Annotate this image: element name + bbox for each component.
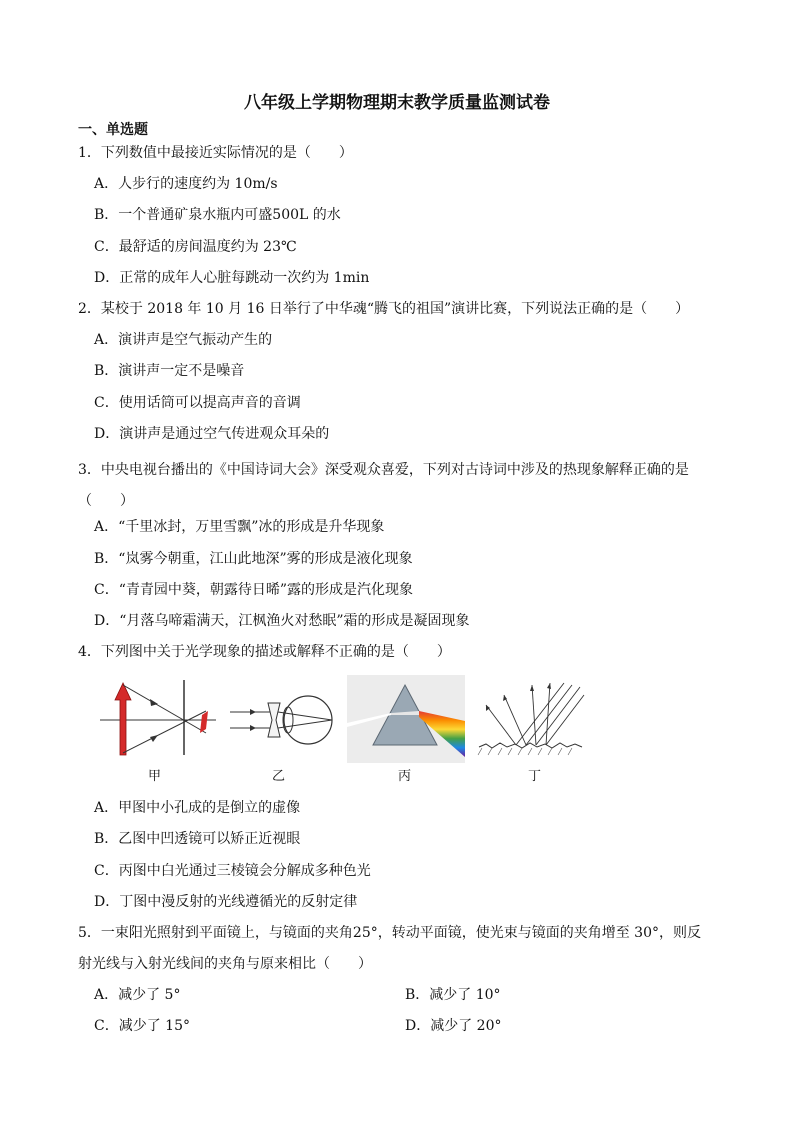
question-3-option-a: A．“千里冰封，万里雪飘”冰的形成是升华现象 (94, 519, 385, 535)
figure-label-bing: 丙 (398, 769, 412, 784)
figure-pinhole (98, 675, 218, 765)
question-5-option-d: D．减少了 20° (405, 1018, 502, 1034)
question-4-stem: 4．下列图中关于光学现象的描述或解释不正确的是（ ） (78, 644, 451, 660)
section-heading: 一、单选题 (78, 122, 148, 138)
question-2-option-d: D．演讲声是通过空气传进观众耳朵的 (94, 426, 330, 442)
question-4-option-b: B．乙图中凹透镜可以矫正近视眼 (94, 831, 301, 847)
question-2-option-a: A．演讲声是空气振动产生的 (94, 332, 273, 348)
question-5-option-b: B．减少了 10° (405, 987, 501, 1003)
question-1-option-c: C．最舒适的房间温度约为 23℃ (94, 239, 297, 255)
question-3-option-b: B．“岚雾今朝重，江山此地深”雾的形成是液化现象 (94, 551, 413, 567)
question-3-option-c: C．“青青园中葵，朝露待日晞”露的形成是汽化现象 (94, 582, 414, 598)
figure-eye-lens (228, 675, 340, 765)
question-5-option-a: A．减少了 5° (94, 987, 181, 1003)
question-4-option-d: D．丁图中漫反射的光线遵循光的反射定律 (94, 894, 358, 910)
question-5-stem-line2: 射光线与入射光线间的夹角与原来相比（ ） (78, 956, 372, 972)
question-3-stem: 3．中央电视台播出的《中国诗词大会》深受观众喜爱，下列对古诗词中涉及的热现象解释正确的是（ ） (78, 462, 689, 509)
figure-label-yi: 乙 (272, 769, 286, 784)
question-1-option-a: A．人步行的速度约为 10m/s (94, 176, 278, 192)
question-1-option-b: B．一个普通矿泉水瓶内可盛500L 的水 (94, 207, 341, 223)
figure-prism (347, 675, 465, 763)
question-2-option-b: B．演讲声一定不是噪音 (94, 363, 245, 379)
figure-diffuse-reflection (474, 675, 586, 763)
question-1-stem: 1．下列数值中最接近实际情况的是（ ） (78, 145, 353, 161)
question-1-option-d: D．正常的成年人心脏每跳动一次约为 1min (94, 270, 370, 286)
figure-label-jia: 甲 (148, 769, 162, 784)
exam-title: 八年级上学期物理期末教学质量监测试卷 (244, 93, 550, 113)
question-2-option-c: C．使用话筒可以提高声音的音调 (94, 395, 301, 411)
question-2-stem: 2．某校于 2018 年 10 月 16 日举行了中华魂“腾飞的祖国”演讲比赛，下列说法正确的是（ ） (78, 301, 690, 317)
question-4-option-a: A．甲图中小孔成的是倒立的虚像 (94, 800, 301, 816)
question-5-stem-line1: 5．一束阳光照射到平面镜上，与镜面的夹角25°，转动平面镜，使光束与镜面的夹角增至 30°，则反 (78, 925, 701, 941)
question-5-option-c: C．减少了 15° (94, 1018, 190, 1034)
question-4-option-c: C．丙图中白光通过三棱镜会分解成多种色光 (94, 863, 371, 879)
question-3-option-d: D．“月落乌啼霜满天，江枫渔火对愁眠”霜的形成是凝固现象 (94, 613, 470, 629)
figure-label-ding: 丁 (528, 769, 542, 784)
